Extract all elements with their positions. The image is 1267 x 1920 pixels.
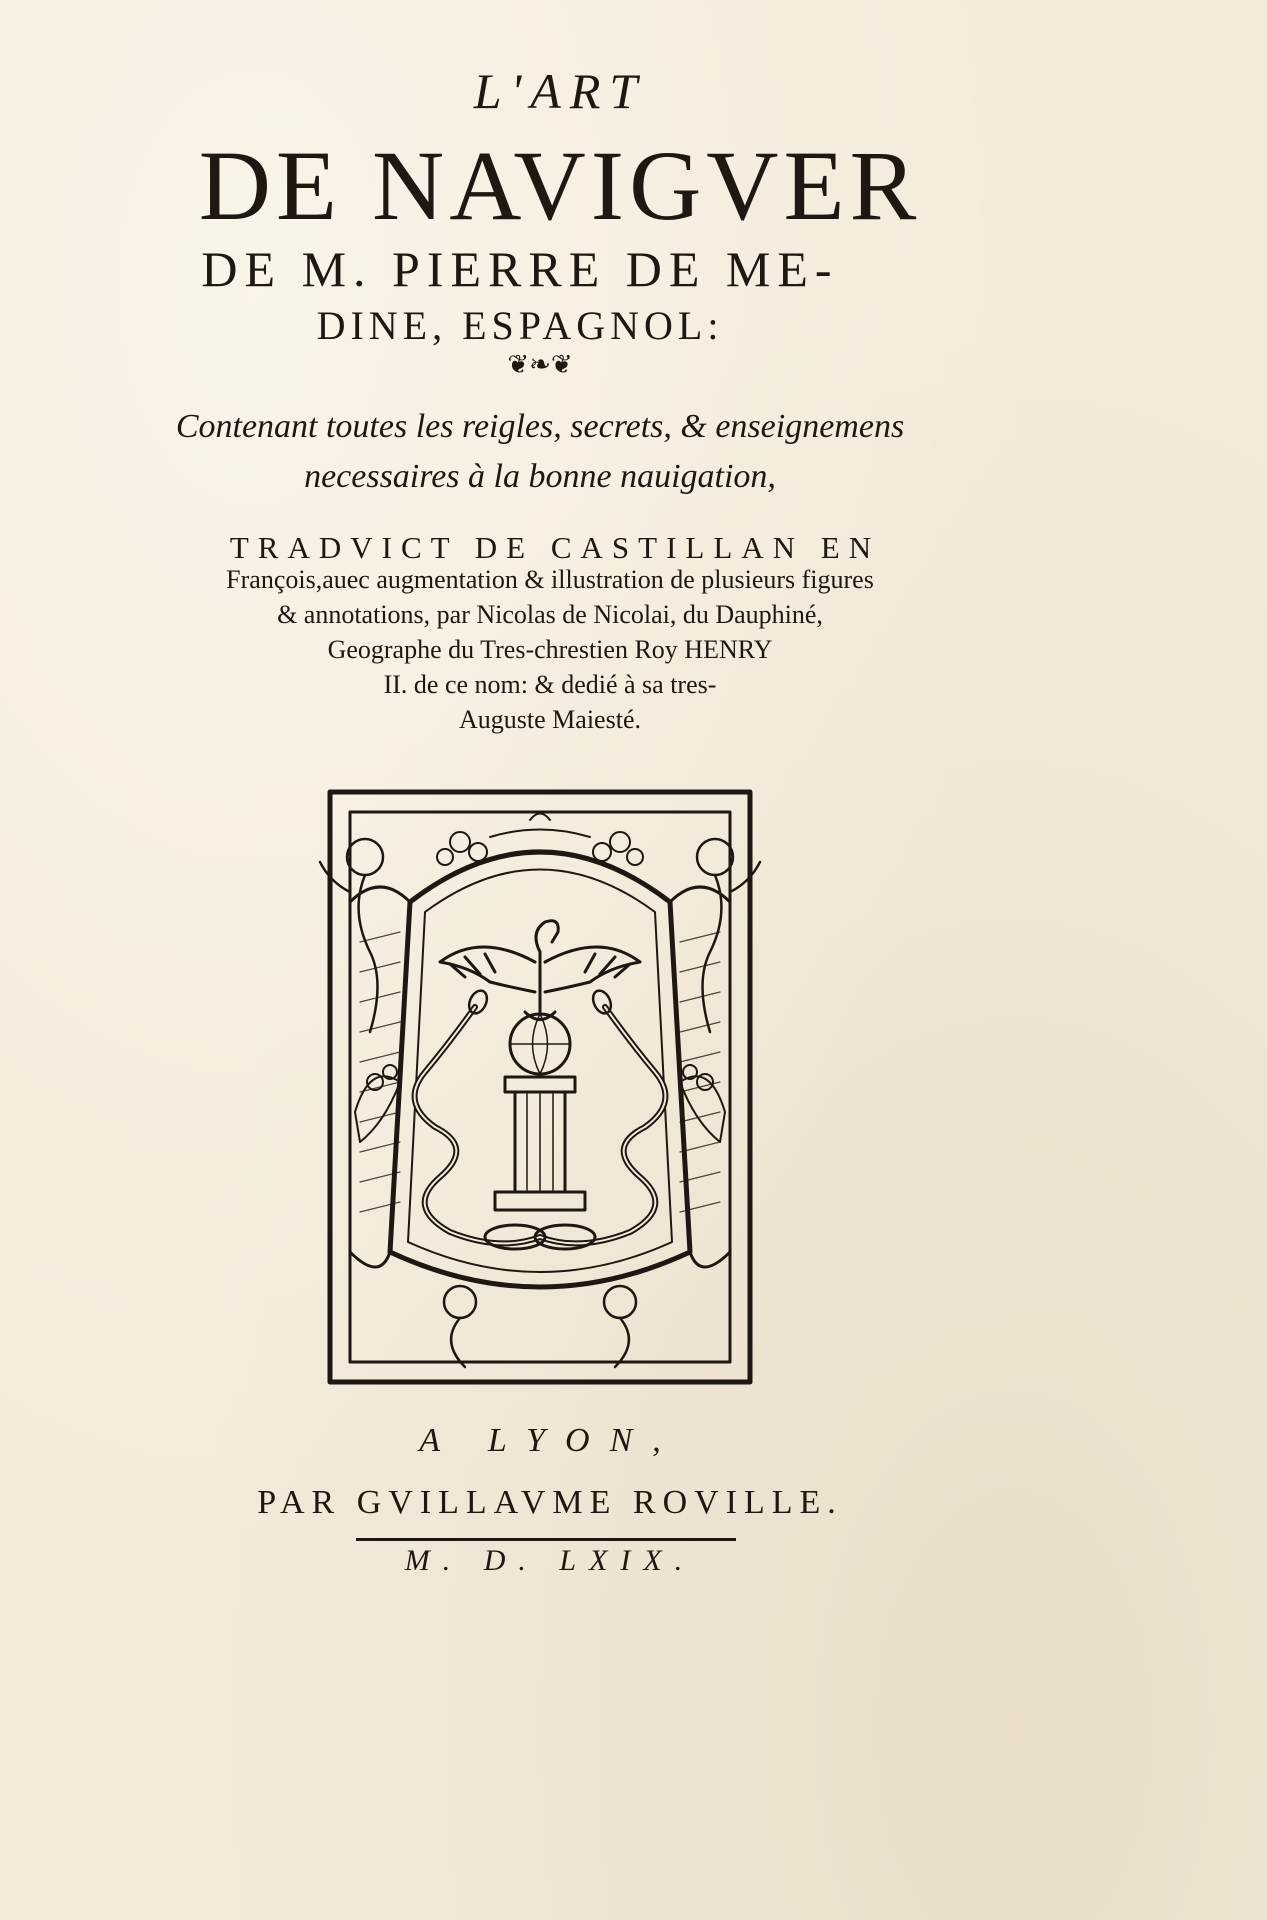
- translation-line-2: François,auec augmentation & illustration de plusieurs figures: [226, 565, 874, 594]
- subtitle-line-1: Contenant toutes les reigles, secrets, & enseignemens: [175, 408, 905, 445]
- subtitle-line-2: necessaires à la bonne nauigation,: [304, 458, 776, 495]
- imprint-year: M. D. LXIX.: [404, 1544, 696, 1577]
- translation-line-4: Geographe du Tres-chrestien Roy HENRY: [327, 635, 773, 664]
- fleuron-ornament: ❦❧❦: [507, 350, 573, 379]
- imprint-printer: PAR GVILLAVME ROVILLE.: [257, 1484, 843, 1521]
- imprint-place: A LYON,: [419, 1422, 681, 1459]
- translation-line-3: & annotations, par Nicolas de Nicolai, du Dauphiné,: [277, 600, 823, 629]
- translation-line-1: TRADVICT DE CASTILLAN EN: [229, 530, 881, 565]
- translation-line-5: II. de ce nom: & dedié à sa tres-: [383, 670, 717, 699]
- title-line-2: DE NAVIGVER: [198, 130, 922, 241]
- author-line-1: DE M. PIERRE DE ME-: [201, 241, 839, 297]
- imprint-rule: [356, 1538, 736, 1541]
- translation-line-6: Auguste Maiesté.: [459, 705, 641, 734]
- printers-device-woodcut: [290, 782, 790, 1390]
- title-line-1: L'ART: [473, 63, 647, 119]
- author-line-2: DINE, ESPAGNOL:: [316, 303, 724, 348]
